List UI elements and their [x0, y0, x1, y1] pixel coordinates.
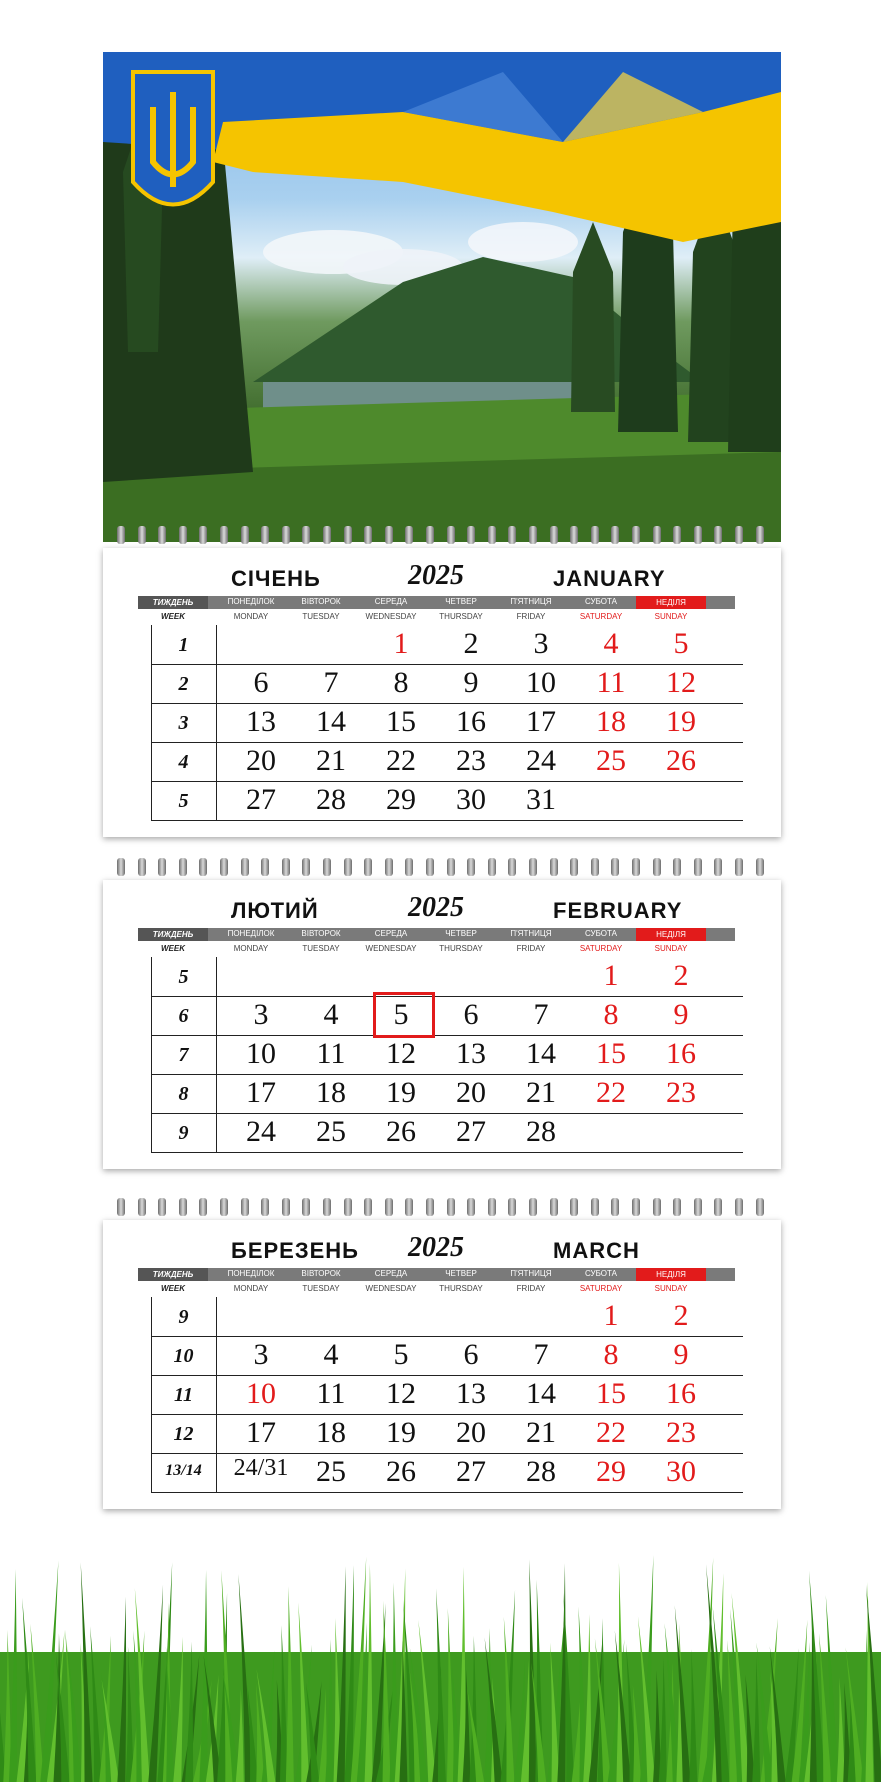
day-cell[interactable]: 9: [463, 666, 479, 699]
week-number: 2: [178, 673, 189, 695]
binding-ring: [323, 1198, 331, 1216]
binding-ring: [199, 858, 207, 876]
week-number: 6: [178, 1005, 189, 1027]
weekday-en-sunday: SUNDAY: [654, 1284, 688, 1293]
binding-ring: [673, 1198, 681, 1216]
weekday-en-thursday: THURSDAY: [439, 612, 483, 621]
binding-ring: [529, 526, 537, 544]
weekday-en-saturday: SATURDAY: [579, 944, 623, 953]
binding-ring: [529, 1198, 537, 1216]
month-name-en: FEBRUARY: [553, 898, 683, 923]
day-cell[interactable]: 23: [666, 1416, 696, 1449]
binding-ring: [261, 1198, 269, 1216]
binding-ring: [447, 526, 455, 544]
binding-ring: [694, 526, 702, 544]
binding-ring: [364, 858, 372, 876]
month-name-ua: СІЧЕНЬ: [231, 566, 321, 591]
binding-ring: [550, 858, 558, 876]
week-number: 10: [173, 1345, 194, 1367]
binding-ring: [241, 858, 249, 876]
binding-ring: [117, 526, 125, 544]
binding-ring: [261, 858, 269, 876]
binding-ring: [488, 526, 496, 544]
binding-ring: [653, 1198, 661, 1216]
binding-ring: [199, 526, 207, 544]
binding-ring: [344, 526, 352, 544]
binding-ring: [179, 1198, 187, 1216]
binding-ring: [653, 858, 661, 876]
binding-ring: [508, 526, 516, 544]
week-label-ua: ТИЖДЕНЬ: [138, 1268, 208, 1281]
month-year: 2025: [408, 560, 464, 591]
day-cell[interactable]: 1: [393, 627, 409, 660]
day-cell[interactable]: 5: [393, 998, 409, 1031]
day-cell[interactable]: 23: [456, 744, 486, 777]
day-cell[interactable]: 18: [316, 1416, 346, 1449]
binding-ring: [158, 858, 166, 876]
day-cell[interactable]: 12: [666, 666, 696, 699]
binding-ring: [611, 1198, 619, 1216]
day-cell[interactable]: 27: [246, 783, 276, 816]
binding-ring: [261, 526, 269, 544]
day-cell[interactable]: 19: [386, 1076, 416, 1109]
day-cell[interactable]: 21: [526, 1076, 556, 1109]
day-cell[interactable]: 21: [316, 744, 346, 777]
day-cell[interactable]: 3: [253, 998, 269, 1031]
day-cell[interactable]: 18: [596, 705, 626, 738]
weekday-en-sunday: SUNDAY: [654, 944, 688, 953]
month-year: 2025: [408, 892, 464, 923]
weekday-ua-monday: ПОНЕДІЛОК: [227, 597, 275, 606]
day-cell[interactable]: 17: [526, 705, 556, 738]
binding-ring: [138, 526, 146, 544]
week-row: [151, 703, 743, 743]
month-name-ua: БЕРЕЗЕНЬ: [231, 1238, 359, 1263]
day-cell[interactable]: 2: [463, 627, 479, 660]
day-cell[interactable]: 16: [456, 705, 486, 738]
binding-ring: [694, 1198, 702, 1216]
binding-rings: [103, 1198, 781, 1220]
day-cell[interactable]: 11: [316, 1037, 346, 1070]
binding-ring: [241, 1198, 249, 1216]
binding-ring: [220, 1198, 228, 1216]
weekday-ua-saturday: СУБОТА: [585, 597, 617, 606]
weekday-ua-wednesday: СЕРЕДА: [374, 597, 408, 606]
day-cell[interactable]: 8: [393, 666, 409, 699]
binding-ring: [302, 1198, 310, 1216]
binding-ring: [611, 858, 619, 876]
day-cell[interactable]: 24/31: [233, 1455, 289, 1481]
day-cell[interactable]: 12: [386, 1037, 416, 1070]
week-row: [151, 781, 743, 821]
day-cell[interactable]: 4: [323, 1338, 339, 1371]
month-year: 2025: [408, 1232, 464, 1263]
week-number: 4: [178, 751, 189, 773]
binding-ring: [323, 526, 331, 544]
binding-ring: [199, 1198, 207, 1216]
weekday-ua-monday: ПОНЕДІЛОК: [227, 929, 275, 938]
binding-ring: [653, 526, 661, 544]
day-cell[interactable]: 15: [386, 705, 416, 738]
day-cell[interactable]: 30: [456, 783, 486, 816]
weekday-en-tuesday: TUESDAY: [302, 612, 340, 621]
day-cell[interactable]: 29: [386, 783, 416, 816]
day-cell[interactable]: 11: [596, 666, 626, 699]
day-cell[interactable]: 14: [526, 1377, 556, 1410]
day-cell[interactable]: 5: [393, 1338, 409, 1371]
binding-ring: [756, 526, 764, 544]
month-name-ua: ЛЮТИЙ: [231, 898, 319, 923]
binding-ring: [756, 858, 764, 876]
day-cell[interactable]: 27: [456, 1115, 486, 1148]
day-cell[interactable]: 1: [603, 1299, 619, 1332]
weekday-ua-sunday: НЕДІЛЯ: [636, 596, 706, 609]
binding-ring: [405, 858, 413, 876]
day-cell[interactable]: 20: [246, 744, 276, 777]
binding-ring: [467, 526, 475, 544]
binding-ring: [426, 858, 434, 876]
day-cell[interactable]: 25: [316, 1455, 346, 1488]
binding-ring: [179, 526, 187, 544]
weekday-en-friday: FRIDAY: [516, 612, 546, 621]
week-label-en: WEEK: [161, 612, 185, 621]
binding-ring: [632, 1198, 640, 1216]
day-cell[interactable]: 6: [463, 1338, 479, 1371]
week-number: 8: [178, 1083, 189, 1105]
weekday-ua-saturday: СУБОТА: [585, 1269, 617, 1278]
weekday-en-thursday: THURSDAY: [439, 944, 483, 953]
header-photo: [103, 52, 781, 542]
binding-ring: [302, 858, 310, 876]
binding-ring: [385, 858, 393, 876]
weekday-ua-sunday: НЕДІЛЯ: [636, 1268, 706, 1281]
binding-ring: [735, 858, 743, 876]
day-cell[interactable]: 31: [526, 783, 556, 816]
binding-ring: [694, 858, 702, 876]
week-row: [151, 996, 743, 1036]
week-number: 1: [178, 634, 189, 656]
day-cell[interactable]: 30: [666, 1455, 696, 1488]
weekday-ua-tuesday: ВІВТОРОК: [301, 597, 341, 606]
binding-ring: [405, 526, 413, 544]
day-cell[interactable]: 1: [603, 959, 619, 992]
week-number: 5: [178, 966, 189, 988]
binding-ring: [570, 858, 578, 876]
week-number: 11: [174, 1384, 193, 1406]
binding-ring: [550, 1198, 558, 1216]
weekday-names-en: [138, 941, 781, 957]
day-cell[interactable]: 24: [246, 1115, 276, 1148]
weekday-ua-thursday: ЧЕТВЕР: [445, 1269, 477, 1278]
week-number: 7: [178, 1044, 189, 1066]
weekday-en-wednesday: WEDNESDAY: [365, 1284, 417, 1293]
binding-ring: [591, 526, 599, 544]
day-cell[interactable]: 26: [386, 1115, 416, 1148]
weekday-header-ua: [138, 1268, 735, 1281]
week-label-en: WEEK: [161, 944, 185, 953]
day-cell[interactable]: 19: [666, 705, 696, 738]
day-cell[interactable]: 24: [526, 744, 556, 777]
binding-ring: [714, 1198, 722, 1216]
binding-ring: [138, 858, 146, 876]
day-cell[interactable]: 19: [386, 1416, 416, 1449]
grass-image: [0, 1532, 881, 1782]
week-row: [151, 1035, 743, 1075]
weekday-en-saturday: SATURDAY: [579, 1284, 623, 1293]
binding-ring: [117, 858, 125, 876]
day-cell[interactable]: 10: [246, 1377, 276, 1410]
day-cell[interactable]: 6: [253, 666, 269, 699]
month-grid: [103, 625, 781, 820]
binding-ring: [179, 858, 187, 876]
day-cell[interactable]: 14: [526, 1037, 556, 1070]
binding-ring: [570, 1198, 578, 1216]
day-cell[interactable]: 6: [463, 998, 479, 1031]
binding-ring: [385, 1198, 393, 1216]
day-cell[interactable]: 20: [456, 1076, 486, 1109]
day-cell[interactable]: 26: [386, 1455, 416, 1488]
weekday-en-wednesday: WEDNESDAY: [365, 612, 417, 621]
binding-ring: [488, 1198, 496, 1216]
weekday-ua-tuesday: ВІВТОРОК: [301, 1269, 341, 1278]
month-march: [103, 1220, 781, 1509]
binding-ring: [138, 1198, 146, 1216]
day-cell[interactable]: 15: [596, 1377, 626, 1410]
week-label-en: WEEK: [161, 1284, 185, 1293]
day-cell[interactable]: 12: [386, 1377, 416, 1410]
week-row: [151, 1453, 743, 1493]
day-cell[interactable]: 17: [246, 1076, 276, 1109]
binding-ring: [426, 526, 434, 544]
day-cell[interactable]: 7: [533, 998, 549, 1031]
day-cell[interactable]: 23: [666, 1076, 696, 1109]
day-cell[interactable]: 2: [673, 959, 689, 992]
day-cell[interactable]: 10: [246, 1037, 276, 1070]
landscape-image: [103, 52, 781, 542]
weekday-en-tuesday: TUESDAY: [302, 1284, 340, 1293]
week-row: [151, 664, 743, 704]
binding-ring: [220, 526, 228, 544]
day-cell[interactable]: 14: [316, 705, 346, 738]
day-cell[interactable]: 10: [526, 666, 556, 699]
day-cell[interactable]: 26: [666, 744, 696, 777]
binding-ring: [241, 526, 249, 544]
binding-rings: [103, 858, 781, 880]
binding-ring: [508, 858, 516, 876]
binding-ring: [591, 1198, 599, 1216]
week-label-ua: ТИЖДЕНЬ: [138, 928, 208, 941]
weekday-en-monday: MONDAY: [233, 612, 269, 621]
binding-ring: [673, 526, 681, 544]
weekday-ua-saturday: СУБОТА: [585, 929, 617, 938]
day-cell[interactable]: 15: [596, 1037, 626, 1070]
binding-ring: [467, 1198, 475, 1216]
day-cell[interactable]: 20: [456, 1416, 486, 1449]
binding-ring: [550, 526, 558, 544]
weekday-ua-monday: ПОНЕДІЛОК: [227, 1269, 275, 1278]
binding-ring: [447, 858, 455, 876]
day-cell[interactable]: 22: [596, 1416, 626, 1449]
week-number: 5: [178, 790, 189, 812]
day-cell[interactable]: 3: [533, 627, 549, 660]
binding-ring: [529, 858, 537, 876]
month-header: [103, 880, 781, 928]
weekday-en-friday: FRIDAY: [516, 1284, 546, 1293]
weekday-en-sunday: SUNDAY: [654, 612, 688, 621]
binding-ring: [344, 1198, 352, 1216]
day-cell[interactable]: 28: [316, 783, 346, 816]
week-number: 9: [178, 1306, 189, 1328]
weekday-ua-friday: П'ЯТНИЦЯ: [510, 929, 552, 938]
month-february: [103, 880, 781, 1169]
weekday-ua-friday: П'ЯТНИЦЯ: [510, 597, 552, 606]
day-cell[interactable]: 8: [603, 1338, 619, 1371]
day-cell[interactable]: 13: [456, 1377, 486, 1410]
weekday-en-tuesday: TUESDAY: [302, 944, 340, 953]
day-cell[interactable]: 18: [316, 1076, 346, 1109]
month-header: [103, 1220, 781, 1268]
day-cell[interactable]: 13: [246, 705, 276, 738]
binding-ring: [302, 526, 310, 544]
binding-ring: [611, 526, 619, 544]
day-cell[interactable]: 28: [526, 1115, 556, 1148]
binding-ring: [344, 858, 352, 876]
day-cell[interactable]: 27: [456, 1455, 486, 1488]
week-number: 12: [173, 1423, 194, 1445]
day-cell[interactable]: 13: [456, 1037, 486, 1070]
day-cell[interactable]: 9: [673, 998, 689, 1031]
week-row: [151, 742, 743, 782]
binding-ring: [735, 526, 743, 544]
day-cell[interactable]: 9: [673, 1338, 689, 1371]
binding-ring: [632, 526, 640, 544]
binding-ring: [467, 858, 475, 876]
day-cell[interactable]: 22: [596, 1076, 626, 1109]
binding-ring: [673, 858, 681, 876]
day-cell[interactable]: 3: [253, 1338, 269, 1371]
day-cell[interactable]: 21: [526, 1416, 556, 1449]
day-cell[interactable]: 8: [603, 998, 619, 1031]
month-grid: [103, 957, 781, 1152]
week-number: 3: [178, 712, 189, 734]
week-label-ua: ТИЖДЕНЬ: [138, 596, 208, 609]
day-cell[interactable]: 5: [673, 627, 689, 660]
day-cell[interactable]: 4: [603, 627, 619, 660]
day-cell[interactable]: 2: [673, 1299, 689, 1332]
weekday-header-ua: [138, 928, 735, 941]
binding-ring: [282, 858, 290, 876]
week-row: [151, 1414, 743, 1454]
weekday-ua-wednesday: СЕРЕДА: [374, 1269, 408, 1278]
weekday-en-wednesday: WEDNESDAY: [365, 944, 417, 953]
binding-ring: [508, 1198, 516, 1216]
month-name-en: MARCH: [553, 1238, 640, 1263]
weekday-en-saturday: SATURDAY: [579, 612, 623, 621]
day-cell[interactable]: 17: [246, 1416, 276, 1449]
binding-ring: [488, 858, 496, 876]
week-number: 9: [178, 1122, 189, 1144]
day-cell[interactable]: 29: [596, 1455, 626, 1488]
week-row: [151, 1375, 743, 1415]
binding-ring: [385, 526, 393, 544]
binding-ring: [158, 526, 166, 544]
week-row: [151, 1297, 743, 1337]
weekday-header-ua: [138, 596, 735, 609]
binding-ring: [714, 526, 722, 544]
binding-rings: [103, 526, 781, 548]
binding-ring: [364, 526, 372, 544]
weekday-en-monday: MONDAY: [233, 944, 269, 953]
weekday-en-friday: FRIDAY: [516, 944, 546, 953]
week-number: 13/14: [165, 1462, 202, 1479]
weekday-ua-wednesday: СЕРЕДА: [374, 929, 408, 938]
weekday-ua-tuesday: ВІВТОРОК: [301, 929, 341, 938]
month-january: [103, 548, 781, 837]
binding-ring: [570, 526, 578, 544]
day-cell[interactable]: 25: [596, 744, 626, 777]
binding-ring: [756, 1198, 764, 1216]
day-cell[interactable]: 22: [386, 744, 416, 777]
day-cell[interactable]: 11: [316, 1377, 346, 1410]
week-row: [151, 1074, 743, 1114]
weekday-names-en: [138, 1281, 781, 1297]
binding-ring: [735, 1198, 743, 1216]
binding-ring: [323, 858, 331, 876]
binding-ring: [364, 1198, 372, 1216]
weekday-ua-thursday: ЧЕТВЕР: [445, 929, 477, 938]
week-row: [151, 625, 743, 665]
day-cell[interactable]: 16: [666, 1037, 696, 1070]
binding-ring: [282, 1198, 290, 1216]
binding-ring: [591, 858, 599, 876]
weekday-ua-thursday: ЧЕТВЕР: [445, 597, 477, 606]
binding-ring: [220, 858, 228, 876]
binding-ring: [447, 1198, 455, 1216]
binding-ring: [282, 526, 290, 544]
binding-ring: [426, 1198, 434, 1216]
day-cell[interactable]: 16: [666, 1377, 696, 1410]
day-cell[interactable]: 4: [323, 998, 339, 1031]
day-cell[interactable]: 7: [323, 666, 339, 699]
month-header: [103, 548, 781, 596]
binding-ring: [405, 1198, 413, 1216]
week-row: [151, 1336, 743, 1376]
weekday-names-en: [138, 609, 781, 625]
weekday-ua-sunday: НЕДІЛЯ: [636, 928, 706, 941]
binding-ring: [158, 1198, 166, 1216]
weekday-ua-friday: П'ЯТНИЦЯ: [510, 1269, 552, 1278]
binding-ring: [117, 1198, 125, 1216]
weekday-en-thursday: THURSDAY: [439, 1284, 483, 1293]
week-row: [151, 1113, 743, 1153]
weekday-en-monday: MONDAY: [233, 1284, 269, 1293]
week-row: [151, 957, 743, 997]
binding-ring: [714, 858, 722, 876]
binding-ring: [632, 858, 640, 876]
day-cell[interactable]: 28: [526, 1455, 556, 1488]
month-grid: [103, 1297, 781, 1492]
month-name-en: JANUARY: [553, 566, 666, 591]
day-cell[interactable]: 25: [316, 1115, 346, 1148]
day-cell[interactable]: 7: [533, 1338, 549, 1371]
